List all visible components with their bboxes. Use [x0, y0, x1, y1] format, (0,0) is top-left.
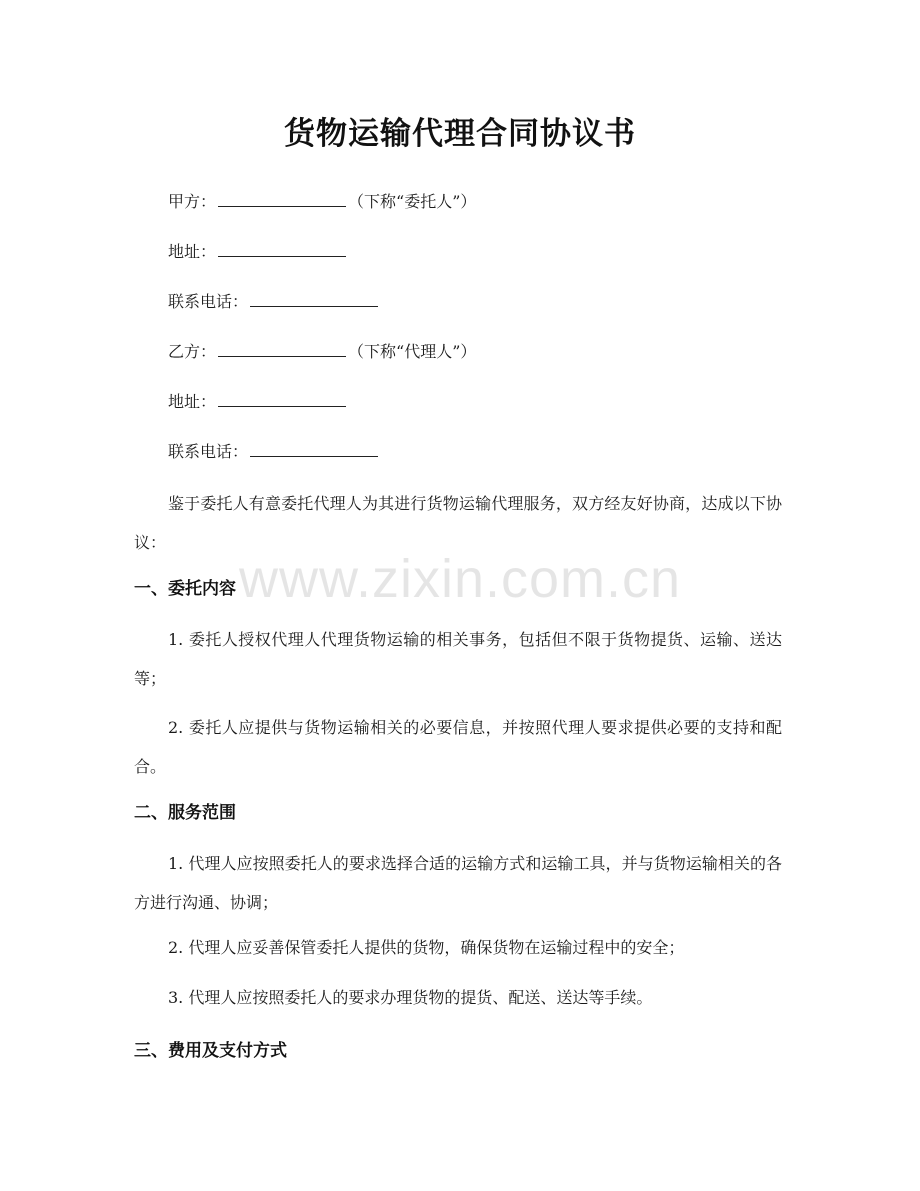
party-b-suffix: （下称“代理人”）: [348, 342, 477, 361]
section-item: 2. 委托人应提供与货物运输相关的必要信息，并按照代理人要求提供必要的支持和配合。: [134, 718, 782, 776]
party-a-label: 甲方：: [168, 192, 217, 211]
party-b-blank: [218, 342, 346, 357]
party-b-address-line: [168, 392, 348, 412]
party-b-phone-blank: [250, 442, 378, 457]
party-a-address-line: [168, 242, 348, 262]
section-item: 2. 代理人应妥善保管委托人提供的货物，确保货物在运输过程中的安全；: [168, 938, 685, 957]
section-heading: 二、服务范围: [134, 803, 236, 823]
party-b-phone-line: [168, 442, 380, 462]
party-a-suffix: （下称“委托人”）: [348, 192, 477, 211]
section-item: 3. 代理人应按照委托人的要求办理货物的提货、配送、送达等手续。: [168, 988, 653, 1007]
watermark: www.zixin.com.cn: [238, 549, 682, 609]
party-a-address-label: 地址：: [168, 242, 217, 261]
party-a-blank: [218, 192, 346, 207]
party-a-line: [168, 192, 476, 212]
document-title: 货物运输代理合同协议书: [284, 116, 636, 152]
section-item: 1. 委托人授权代理人代理货物运输的相关事务，包括但不限于货物提货、运输、送达等；: [134, 630, 782, 688]
section-item: 1. 代理人应按照委托人的要求选择合适的运输方式和运输工具，并与货物运输相关的各方进行沟通、协调；: [134, 854, 782, 912]
section-heading: 三、费用及支付方式: [134, 1041, 287, 1061]
party-b-address-label: 地址：: [168, 392, 217, 411]
party-b-line: [168, 342, 476, 362]
preamble-paragraph: 鉴于委托人有意委托代理人为其进行货物运输代理服务，双方经友好协商，达成以下协议：: [134, 494, 782, 552]
party-b-address-blank: [218, 392, 346, 407]
party-b-phone-label: 联系电话：: [168, 442, 249, 461]
party-a-phone-label: 联系电话：: [168, 292, 249, 311]
party-a-phone-blank: [250, 292, 378, 307]
section-heading: 一、委托内容: [134, 579, 236, 599]
party-b-label: 乙方：: [168, 342, 217, 361]
party-a-address-blank: [218, 242, 346, 257]
party-a-phone-line: [168, 292, 380, 312]
